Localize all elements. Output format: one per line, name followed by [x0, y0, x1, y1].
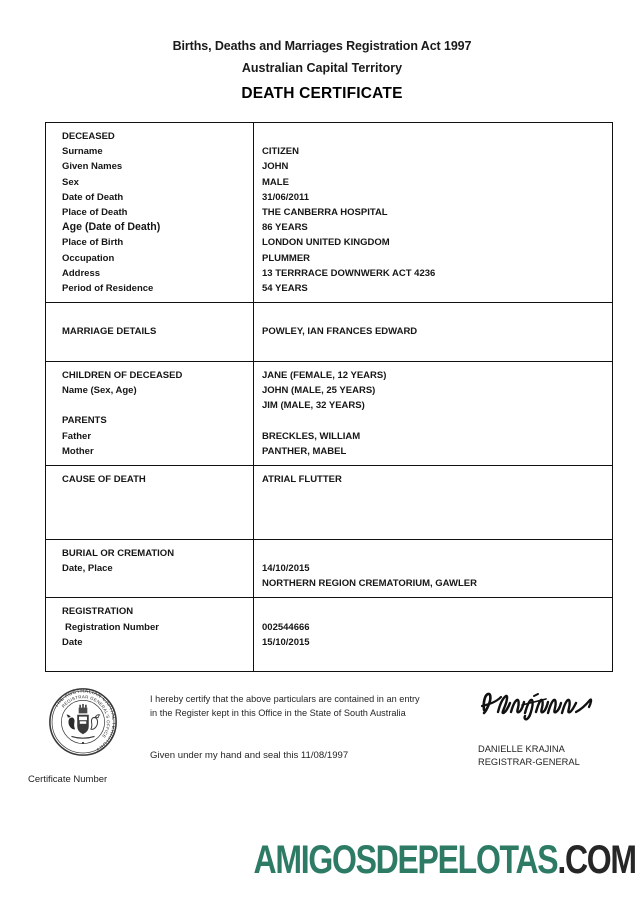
field-value: CITIZEN	[262, 146, 299, 158]
field-value: LONDON UNITED KINGDOM	[262, 237, 390, 249]
certificate-table	[45, 122, 613, 672]
section-values-burial-cremation	[254, 540, 612, 598]
field-value: MALE	[262, 176, 289, 188]
field-label: Father	[62, 430, 92, 442]
field-value: 15/10/2015	[262, 636, 310, 648]
watermark-tld: .COM	[557, 838, 636, 882]
section-values-marriage	[254, 303, 612, 361]
given-under-hand-line: Given under my hand and seal this 11/08/1997	[150, 750, 349, 761]
svg-text:THE AUSTRALIAN CAPITAL TERRITO: THE AUSTRALIAN CAPITAL TERRITORY	[53, 688, 117, 753]
section-values-children-parents	[254, 362, 612, 465]
field-value: PLUMMER	[262, 252, 311, 264]
field-label: Date of Death	[62, 191, 124, 203]
field-label: Date, Place	[62, 563, 113, 575]
field-label: Period of Residence	[62, 283, 154, 295]
section-labels-children-parents	[46, 362, 254, 465]
registrar-name: DANIELLE KRAJINA	[478, 744, 565, 754]
field-label: Mother	[62, 445, 94, 457]
field-value: PANTHER, MABEL	[262, 445, 347, 457]
svg-text:REGISTRAR GENERAL'S OFFICE: REGISTRAR GENERAL'S OFFICE	[60, 694, 111, 739]
field-label: MARRIAGE DETAILS	[62, 326, 157, 338]
field-label: Date	[62, 636, 83, 648]
field-label: BURIAL OR CREMATION	[62, 547, 175, 559]
field-value: 002544666	[262, 621, 310, 633]
certify-line-2: in the Register kept in this Office in the State of South Australia	[150, 708, 406, 718]
field-value: JOHN (MALE, 25 YEARS)	[262, 385, 376, 397]
field-value: NORTHERN REGION CREMATORIUM, GAWLER	[262, 578, 477, 590]
jurisdiction-title: Australian Capital Territory	[241, 60, 403, 75]
field-label: CAUSE OF DEATH	[62, 474, 146, 486]
official-seal-icon	[47, 686, 119, 758]
field-label: Address	[62, 267, 101, 279]
field-value: JANE (FEMALE, 12 YEARS)	[262, 369, 387, 381]
signature-icon	[478, 684, 618, 724]
site-watermark	[0, 838, 644, 883]
certificate-section-cause-of-death	[46, 466, 612, 540]
certificate-section-deceased	[46, 123, 612, 303]
section-values-cause-of-death	[254, 466, 612, 539]
field-label: Name (Sex, Age)	[62, 385, 137, 397]
field-label: CHILDREN OF DECEASED	[62, 369, 183, 381]
certification-footer	[0, 676, 644, 816]
certify-line-1: I hereby certify that the above particulars are contained in an entry	[150, 694, 420, 704]
watermark-name: AMIGOSDEPELOTAS	[253, 838, 558, 882]
certification-statement	[150, 692, 450, 720]
field-label: DECEASED	[62, 131, 115, 142]
section-labels-marriage	[46, 303, 254, 361]
field-label: Sex	[62, 176, 79, 188]
registrar-signature-block	[478, 684, 628, 769]
certificate-section-marriage	[46, 303, 612, 362]
section-values-registration	[254, 598, 612, 671]
section-labels-deceased	[46, 123, 254, 302]
field-value: 54 YEARS	[262, 283, 308, 295]
field-value: 14/10/2015	[262, 563, 310, 575]
certificate-number-label: Certificate Number	[28, 774, 108, 785]
field-value: 86 YEARS	[262, 222, 308, 234]
field-value: JIM (MALE, 32 YEARS)	[262, 400, 365, 412]
section-labels-cause-of-death	[46, 466, 254, 539]
field-label: Given Names	[62, 161, 123, 173]
field-label: Place of Death	[62, 207, 128, 219]
field-value: BRECKLES, WILLIAM	[262, 430, 361, 442]
registrar-title: REGISTRAR-GENERAL	[478, 757, 580, 767]
certificate-section-children-parents	[46, 362, 612, 466]
page-title: DEATH CERTIFICATE	[241, 84, 403, 102]
section-labels-burial-cremation	[46, 540, 254, 598]
section-labels-registration	[46, 598, 254, 671]
field-label: Registration Number	[65, 621, 159, 633]
document-header	[0, 0, 644, 103]
field-value: 13 TERRRACE DOWNWERK ACT 4236	[262, 267, 436, 279]
field-value: THE CANBERRA HOSPITAL	[262, 207, 388, 219]
field-label: Surname	[62, 146, 103, 158]
certificate-section-burial-cremation	[46, 540, 612, 599]
field-value: 31/06/2011	[262, 191, 310, 203]
section-values-deceased	[254, 123, 612, 302]
field-label: Place of Birth	[62, 237, 124, 249]
field-label: PARENTS	[62, 415, 107, 427]
field-label: Age (Date of Death)	[62, 221, 161, 234]
certificate-section-registration	[46, 598, 612, 671]
field-label: REGISTRATION	[62, 606, 134, 618]
field-value: ATRIAL FLUTTER	[262, 474, 342, 486]
field-label: Occupation	[62, 252, 115, 264]
official-seal	[47, 686, 119, 758]
act-title: Births, Deaths and Marriages Registration Act 1997	[172, 39, 472, 53]
field-value: POWLEY, IAN FRANCES EDWARD	[262, 326, 418, 338]
field-value: JOHN	[262, 161, 289, 173]
